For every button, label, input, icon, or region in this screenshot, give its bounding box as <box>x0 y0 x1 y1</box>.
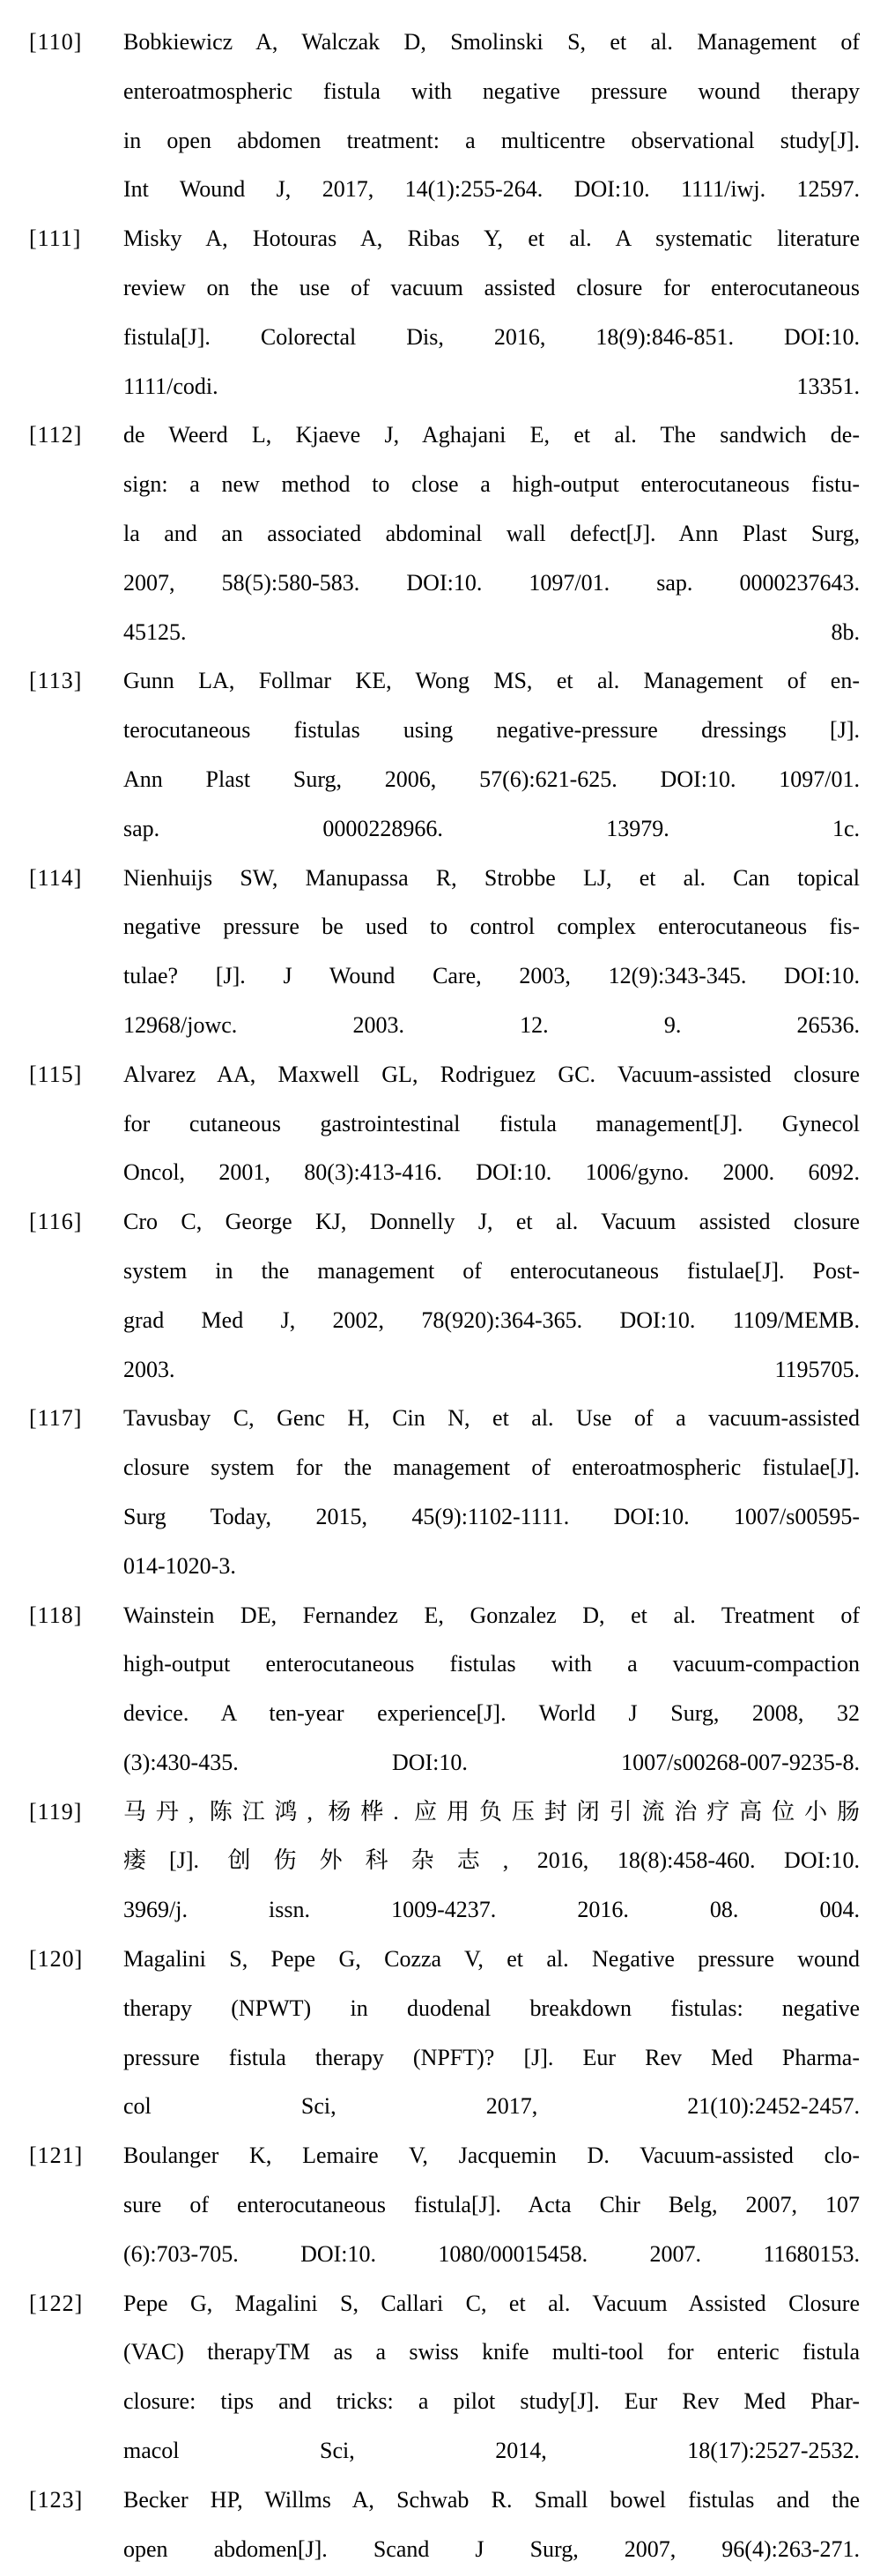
reference-line <box>123 2377 860 2426</box>
reference-line-text: therapy (NPWT) in duodenal breakdown fistulas: negative <box>123 1995 860 2021</box>
reference-line-text: closure: tips and tricks: a pilot study[J]. Eur Rev Med Phar- <box>123 2388 860 2415</box>
reference-line <box>123 902 860 951</box>
reference-item <box>0 1197 880 1394</box>
reference-line-text: Magalini S, Pepe G, Cozza V, et al. Negative pressure wound <box>123 1946 860 1973</box>
reference-line-text: Ann Plast Surg, 2006, 57(6):621-625. DOI:10. 1097/01. <box>123 766 860 792</box>
reference-line-text: negative pressure be used to control complex enterocutaneous fis- <box>123 914 860 940</box>
reference-line-text: pressure fistula therapy (NPFT)? [J]. Eur Rev Med Pharma- <box>123 2044 860 2070</box>
reference-line <box>123 1197 860 1247</box>
reference-item <box>0 854 880 1050</box>
reference-line <box>123 608 860 657</box>
reference-line <box>123 854 860 903</box>
reference-item <box>0 1788 880 1935</box>
reference-line-text: review on the use of vacuum assisted closure for enterocutaneous <box>123 274 860 300</box>
reference-line <box>123 1984 860 2033</box>
reference-item <box>0 2131 880 2278</box>
reference-line-text: 45125. 8b. <box>123 618 860 645</box>
reference-line-text: Oncol, 2001, 80(3):413-416. DOI:10. 1006/gyno. 2000. 6092. <box>123 1159 860 1186</box>
reference-line-text: Gunn LA, Follmar KE, Wong MS, et al. Management of en- <box>123 668 860 694</box>
reference-number: [116] <box>29 1209 83 1235</box>
reference-line <box>123 1001 860 1050</box>
reference-line-text: Nienhuijs SW, Manupassa R, Strobbe LJ, et al. Can topical <box>123 864 860 891</box>
reference-text <box>123 2279 860 2476</box>
reference-line-text: device. A ten-year experience[J]. World J Surg, 2008, 32 <box>123 1700 860 1727</box>
reference-line <box>123 2230 860 2279</box>
reference-line-text: 2007, 58(5):580-583. DOI:10. 1097/01. sap. 0000237643. <box>123 569 860 596</box>
reference-line <box>123 1738 860 1788</box>
reference-line <box>123 559 860 608</box>
reference-number: [119] <box>29 1798 83 1825</box>
reference-line-text: Wainstein DE, Fernandez E, Gonzalez D, et al. Treatment of <box>123 1602 860 1628</box>
reference-text <box>123 854 860 1050</box>
reference-text <box>123 1394 860 1590</box>
reference-text <box>123 2476 860 2574</box>
reference-line <box>123 804 860 854</box>
reference-line-text: Becker HP, Willms A, Schwab R. Small bowel fistulas and the <box>123 2486 860 2513</box>
reference-line-text: Misky A, Hotouras A, Ribas Y, et al. A systematic literature <box>123 226 860 252</box>
reference-line <box>123 1148 860 1197</box>
reference-line <box>123 1885 860 1935</box>
reference-line-text: grad Med J, 2002, 78(920):364-365. DOI:10. 1109/MEMB. <box>123 1307 860 1333</box>
reference-text <box>123 411 860 656</box>
reference-line <box>123 509 860 559</box>
reference-line-text: 12968/jowc. 2003. 12. 9. 26536. <box>123 1011 860 1038</box>
reference-line-text: closure system for the management of enteroatmospheric fistulae[J]. <box>123 1455 860 1481</box>
reference-line-text: 2003. 1195705. <box>123 1356 860 1382</box>
reference-text <box>123 1788 860 1935</box>
reference-number: [121] <box>29 2143 84 2169</box>
reference-line <box>123 1492 860 1542</box>
reference-item <box>0 2279 880 2476</box>
reference-line-text: enteroatmospheric fistula with negative pressure wound therapy <box>123 78 860 104</box>
reference-line <box>123 2033 860 2083</box>
reference-line-text: sign: a new method to close a high-output enterocutaneous fistu- <box>123 471 860 498</box>
reference-line-text: Boulanger K, Lemaire V, Jacquemin D. Vacuum-assisted clo- <box>123 2143 860 2169</box>
reference-line <box>123 1345 860 1395</box>
reference-line <box>123 214 860 263</box>
reference-line <box>123 362 860 411</box>
reference-line <box>123 67 860 116</box>
reference-line <box>123 755 860 804</box>
reference-line-text: (6):703-705. DOI:10. 1080/00015458. 2007. 11680153. <box>123 2240 860 2267</box>
reference-line <box>123 1542 860 1591</box>
reference-line <box>123 263 860 313</box>
reference-line-text: Pepe G, Magalini S, Callari C, et al. Vacuum Assisted Closure <box>123 2290 860 2316</box>
reference-line-text: 3969/j. issn. 1009-4237. 2016. 08. 004. <box>123 1897 860 1923</box>
reference-line <box>123 2279 860 2328</box>
reference-number: [122] <box>29 2290 84 2316</box>
reference-line-text: high-output enterocutaneous fistulas with a vacuum-compaction <box>123 1651 860 1677</box>
reference-text <box>123 1197 860 1394</box>
reference-line-text: (VAC) therapyTM as a swiss knife multi-tool for enteric fistula <box>123 2339 860 2365</box>
reference-line-text: in open abdomen treatment: a multicentre observational study[J]. <box>123 127 860 153</box>
reference-number: [111] <box>29 226 82 252</box>
reference-item <box>0 214 880 411</box>
reference-line <box>123 706 860 755</box>
reference-item <box>0 1935 880 2131</box>
reference-line-text: 1111/codi. 13351. <box>123 373 860 399</box>
reference-item <box>0 656 880 853</box>
reference-number: [115] <box>29 1061 83 1087</box>
reference-line-text: Surg Today, 2015, 45(9):1102-1111. DOI:10. 1007/s00595- <box>123 1503 860 1529</box>
reference-line-text: (3):430-435. DOI:10. 1007/s00268-007-9235-8. <box>123 1749 860 1775</box>
reference-line <box>123 1836 860 1885</box>
reference-line-text: Alvarez AA, Maxwell GL, Rodriguez GC. Vacuum-assisted closure <box>123 1061 860 1087</box>
reference-line-text: de Weerd L, Kjaeve J, Aghajani E, et al. The sandwich de- <box>123 422 860 448</box>
reference-line-text: system in the management of enterocutaneous fistulae[J]. Post- <box>123 1257 860 1284</box>
reference-line <box>123 18 860 67</box>
reference-line-text: 马丹, 陈江鸿, 杨桦. 应用负压封闭引流治疗高位小肠 <box>123 1798 860 1825</box>
reference-line <box>123 1591 860 1640</box>
reference-line <box>123 411 860 460</box>
reference-line-text: fistula[J]. Colorectal Dis, 2016, 18(9):846-851. DOI:10. <box>123 323 860 350</box>
reference-item <box>0 1050 880 1197</box>
reference-number: [110] <box>29 29 83 55</box>
reference-list <box>0 18 880 2573</box>
reference-line <box>123 165 860 214</box>
reference-item <box>0 1394 880 1590</box>
reference-line <box>123 1689 860 1738</box>
reference-line <box>123 1443 860 1492</box>
reference-number: [114] <box>29 864 83 891</box>
reference-line <box>123 2131 860 2180</box>
reference-item <box>0 411 880 656</box>
reference-line-text: Bobkiewicz A, Walczak D, Smolinski S, et al. Management of <box>123 29 860 55</box>
reference-line <box>123 313 860 362</box>
reference-item <box>0 1591 880 1788</box>
reference-line <box>123 116 860 166</box>
reference-line-text: la and an associated abdominal wall defect[J]. Ann Plast Surg, <box>123 520 860 546</box>
reference-line <box>123 1788 860 1837</box>
reference-line <box>123 2525 860 2574</box>
reference-number: [120] <box>29 1946 84 1973</box>
reference-line <box>123 2328 860 2377</box>
reference-text <box>123 656 860 853</box>
reference-line <box>123 656 860 706</box>
reference-number: [118] <box>29 1602 83 1628</box>
reference-line-text: Int Wound J, 2017, 14(1):255-264. DOI:10. 1111/iwj. 12597. <box>123 176 860 203</box>
reference-text <box>123 214 860 411</box>
reference-item <box>0 2476 880 2574</box>
reference-line-text: col Sci, 2017, 21(10):2452-2457. <box>123 2093 860 2120</box>
reference-number: [123] <box>29 2486 84 2513</box>
reference-number: [113] <box>29 668 83 694</box>
reference-line <box>123 2426 860 2476</box>
reference-text <box>123 1935 860 2131</box>
reference-line-text: terocutaneous fistulas using negative-pressure dressings [J]. <box>123 717 860 744</box>
reference-line <box>123 1247 860 1296</box>
reference-line <box>123 1640 860 1689</box>
reference-text <box>123 1591 860 1788</box>
reference-line-text: sure of enterocutaneous fistula[J]. Acta Chir Belg, 2007, 107 <box>123 2192 860 2218</box>
reference-line <box>123 1296 860 1345</box>
reference-line <box>123 1050 860 1099</box>
reference-line-text: for cutaneous gastrointestinal fistula management[J]. Gynecol <box>123 1110 860 1136</box>
reference-line <box>123 2180 860 2230</box>
reference-number: [112] <box>29 422 83 448</box>
reference-item <box>0 18 880 214</box>
reference-line <box>123 460 860 509</box>
reference-line <box>123 951 860 1001</box>
reference-text <box>123 1050 860 1197</box>
reference-line-text: Cro C, George KJ, Donnelly J, et al. Vacuum assisted closure <box>123 1209 860 1235</box>
reference-text <box>123 2131 860 2278</box>
reference-line <box>123 2082 860 2131</box>
reference-line <box>123 1099 860 1149</box>
reference-line-text: macol Sci, 2014, 18(17):2527-2532. <box>123 2438 860 2464</box>
reference-line-text: 瘘[J]. 创伤外科杂志, 2016, 18(8):458-460. DOI:10. <box>123 1847 860 1874</box>
reference-line-text: open abdomen[J]. Scand J Surg, 2007, 96(4):263-271. <box>123 2535 860 2562</box>
reference-line-text: tulae? [J]. J Wound Care, 2003, 12(9):343-345. DOI:10. <box>123 963 860 989</box>
reference-line-text: sap. 0000228966. 13979. 1c. <box>123 815 860 841</box>
reference-number: [117] <box>29 1405 83 1432</box>
reference-line-text: Tavusbay C, Genc H, Cin N, et al. Use of a vacuum-assisted <box>123 1405 860 1432</box>
reference-line <box>123 2476 860 2525</box>
reference-line-text: 014-1020-3. <box>123 1552 236 1579</box>
reference-line <box>123 1935 860 1984</box>
reference-line <box>123 1394 860 1443</box>
reference-text <box>123 18 860 214</box>
